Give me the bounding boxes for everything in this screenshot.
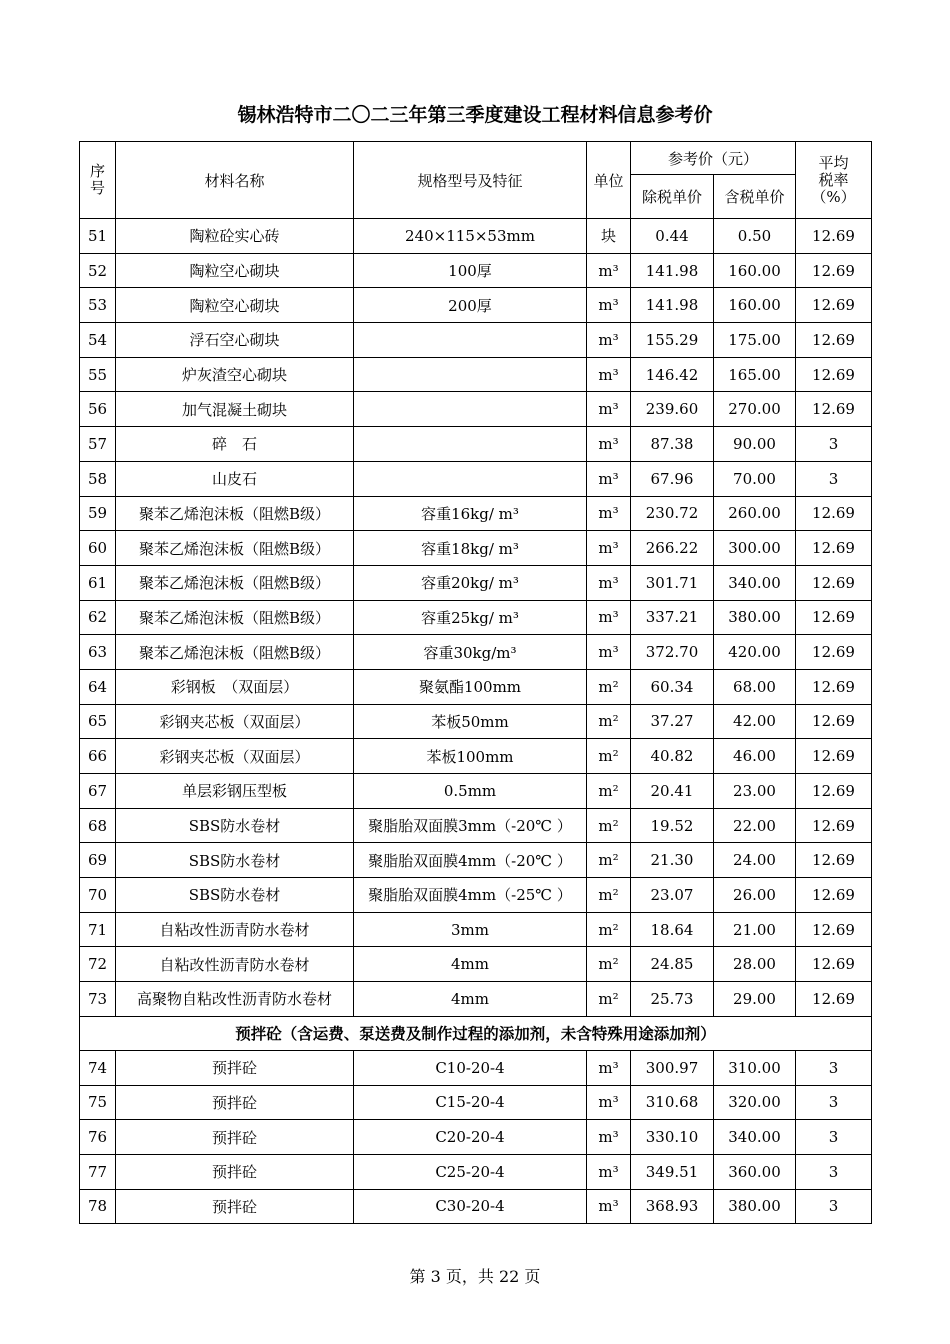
- cell-price-inc-tax: 160.00: [714, 253, 796, 288]
- cell-unit: m³: [587, 1154, 631, 1189]
- cell-unit: m²: [587, 774, 631, 809]
- cell-no: 66: [80, 739, 116, 774]
- table-row: [80, 982, 872, 1017]
- cell-no: 69: [80, 843, 116, 878]
- cell-no: 52: [80, 253, 116, 288]
- cell-material-name: 陶粒空心砌块: [116, 288, 354, 323]
- cell-material-name: 陶粒砼实心砖: [116, 219, 354, 254]
- cell-tax-rate: 3: [796, 461, 872, 496]
- cell-tax-rate: 12.69: [796, 253, 872, 288]
- cell-price-ex-tax: 37.27: [631, 704, 714, 739]
- cell-price-ex-tax: 330.10: [631, 1120, 714, 1155]
- table-row: [80, 461, 872, 496]
- cell-spec: 容重18kg/ m³: [354, 531, 587, 566]
- cell-price-inc-tax: 260.00: [714, 496, 796, 531]
- cell-no: 77: [80, 1154, 116, 1189]
- cell-tax-rate: 12.69: [796, 392, 872, 427]
- section-title: 预拌砼（含运费、泵送费及制作过程的添加剂，未含特殊用途添加剂）: [80, 1016, 872, 1050]
- cell-no: 61: [80, 565, 116, 600]
- cell-price-inc-tax: 0.50: [714, 219, 796, 254]
- cell-unit: m²: [587, 704, 631, 739]
- cell-price-ex-tax: 23.07: [631, 878, 714, 913]
- cell-material-name: 聚苯乙烯泡沫板（阻燃B级）: [116, 565, 354, 600]
- cell-price-ex-tax: 155.29: [631, 323, 714, 358]
- cell-price-ex-tax: 20.41: [631, 774, 714, 809]
- cell-price-inc-tax: 21.00: [714, 912, 796, 947]
- cell-spec: 聚脂胎双面膜4mm（-20℃ ）: [354, 843, 587, 878]
- cell-unit: m³: [587, 253, 631, 288]
- price-table: [79, 141, 872, 1224]
- cell-no: 63: [80, 635, 116, 670]
- cell-unit: m³: [587, 357, 631, 392]
- cell-unit: m²: [587, 912, 631, 947]
- cell-price-inc-tax: 300.00: [714, 531, 796, 566]
- cell-no: 68: [80, 808, 116, 843]
- cell-unit: m²: [587, 878, 631, 913]
- header-ref-price: 参考价（元）: [631, 142, 796, 175]
- cell-tax-rate: 3: [796, 427, 872, 462]
- cell-price-inc-tax: 22.00: [714, 808, 796, 843]
- cell-tax-rate: 12.69: [796, 982, 872, 1017]
- table-row: [80, 912, 872, 947]
- cell-price-inc-tax: 28.00: [714, 947, 796, 982]
- cell-no: 72: [80, 947, 116, 982]
- table-row: [80, 253, 872, 288]
- cell-spec: 4mm: [354, 947, 587, 982]
- cell-price-inc-tax: 42.00: [714, 704, 796, 739]
- cell-tax-rate: 3: [796, 1189, 872, 1224]
- cell-price-ex-tax: 18.64: [631, 912, 714, 947]
- table-row: [80, 947, 872, 982]
- cell-price-inc-tax: 160.00: [714, 288, 796, 323]
- cell-price-ex-tax: 67.96: [631, 461, 714, 496]
- cell-price-ex-tax: 141.98: [631, 288, 714, 323]
- cell-tax-rate: 12.69: [796, 808, 872, 843]
- cell-material-name: 聚苯乙烯泡沫板（阻燃B级）: [116, 496, 354, 531]
- cell-price-inc-tax: 68.00: [714, 669, 796, 704]
- cell-price-ex-tax: 24.85: [631, 947, 714, 982]
- table-row: [80, 1189, 872, 1224]
- cell-spec: 聚脂胎双面膜3mm（-20℃ ）: [354, 808, 587, 843]
- cell-tax-rate: 12.69: [796, 565, 872, 600]
- cell-unit: m³: [587, 600, 631, 635]
- cell-unit: m³: [587, 392, 631, 427]
- cell-material-name: 单层彩钢压型板: [116, 774, 354, 809]
- cell-spec: C10-20-4: [354, 1050, 587, 1085]
- cell-material-name: 自粘改性沥青防水卷材: [116, 912, 354, 947]
- table-row: [80, 1120, 872, 1155]
- table-row: [80, 288, 872, 323]
- header-name: 材料名称: [116, 142, 354, 219]
- cell-unit: m²: [587, 739, 631, 774]
- cell-price-inc-tax: 420.00: [714, 635, 796, 670]
- cell-spec: C25-20-4: [354, 1154, 587, 1189]
- cell-material-name: 预拌砼: [116, 1154, 354, 1189]
- cell-unit: m³: [587, 1085, 631, 1120]
- cell-spec: 0.5mm: [354, 774, 587, 809]
- cell-spec: 苯板50mm: [354, 704, 587, 739]
- cell-material-name: SBS防水卷材: [116, 808, 354, 843]
- cell-no: 70: [80, 878, 116, 913]
- cell-tax-rate: 12.69: [796, 323, 872, 358]
- cell-spec: [354, 427, 587, 462]
- cell-tax-rate: 12.69: [796, 843, 872, 878]
- cell-no: 71: [80, 912, 116, 947]
- section-block: [80, 1016, 872, 1050]
- cell-price-ex-tax: 60.34: [631, 669, 714, 704]
- cell-price-inc-tax: 46.00: [714, 739, 796, 774]
- cell-spec: 240×115×53mm: [354, 219, 587, 254]
- cell-price-inc-tax: 26.00: [714, 878, 796, 913]
- cell-tax-rate: 3: [796, 1050, 872, 1085]
- cell-material-name: 加气混凝土砌块: [116, 392, 354, 427]
- cell-unit: 块: [587, 219, 631, 254]
- cell-tax-rate: 12.69: [796, 878, 872, 913]
- cell-spec: 苯板100mm: [354, 739, 587, 774]
- cell-tax-rate: 12.69: [796, 774, 872, 809]
- cell-material-name: 预拌砼: [116, 1085, 354, 1120]
- page-title: 锡林浩特市二〇二三年第三季度建设工程材料信息参考价: [237, 104, 713, 126]
- cell-tax-rate: 12.69: [796, 739, 872, 774]
- cell-tax-rate: 3: [796, 1085, 872, 1120]
- table-row: [80, 843, 872, 878]
- cell-price-inc-tax: 90.00: [714, 427, 796, 462]
- table-row: [80, 565, 872, 600]
- cell-price-ex-tax: 19.52: [631, 808, 714, 843]
- cell-spec: 容重30kg/m³: [354, 635, 587, 670]
- table-row: [80, 1154, 872, 1189]
- cell-unit: m³: [587, 496, 631, 531]
- table-row: [80, 323, 872, 358]
- cell-price-ex-tax: 87.38: [631, 427, 714, 462]
- table-row: [80, 669, 872, 704]
- cell-material-name: 碎 石: [116, 427, 354, 462]
- cell-spec: 100厚: [354, 253, 587, 288]
- cell-price-inc-tax: 320.00: [714, 1085, 796, 1120]
- table-row: [80, 774, 872, 809]
- cell-unit: m²: [587, 669, 631, 704]
- cell-unit: m³: [587, 461, 631, 496]
- cell-tax-rate: 3: [796, 1154, 872, 1189]
- cell-tax-rate: 12.69: [796, 496, 872, 531]
- cell-unit: m³: [587, 323, 631, 358]
- cell-spec: [354, 323, 587, 358]
- cell-no: 55: [80, 357, 116, 392]
- cell-material-name: 预拌砼: [116, 1189, 354, 1224]
- cell-no: 60: [80, 531, 116, 566]
- cell-tax-rate: 12.69: [796, 704, 872, 739]
- cell-price-inc-tax: 340.00: [714, 1120, 796, 1155]
- cell-price-inc-tax: 70.00: [714, 461, 796, 496]
- cell-unit: m³: [587, 288, 631, 323]
- cell-no: 76: [80, 1120, 116, 1155]
- cell-price-inc-tax: 165.00: [714, 357, 796, 392]
- cell-material-name: 聚苯乙烯泡沫板（阻燃B级）: [116, 600, 354, 635]
- cell-unit: m³: [587, 1189, 631, 1224]
- cell-no: 67: [80, 774, 116, 809]
- cell-unit: m³: [587, 1050, 631, 1085]
- cell-no: 64: [80, 669, 116, 704]
- table-body-a: [80, 219, 872, 1017]
- table-row: [80, 878, 872, 913]
- cell-unit: m²: [587, 982, 631, 1017]
- cell-price-inc-tax: 380.00: [714, 600, 796, 635]
- cell-price-inc-tax: 380.00: [714, 1189, 796, 1224]
- cell-spec: 4mm: [354, 982, 587, 1017]
- cell-price-ex-tax: 300.97: [631, 1050, 714, 1085]
- cell-tax-rate: 12.69: [796, 357, 872, 392]
- cell-tax-rate: 12.69: [796, 669, 872, 704]
- cell-no: 51: [80, 219, 116, 254]
- cell-price-ex-tax: 25.73: [631, 982, 714, 1017]
- cell-spec: 容重16kg/ m³: [354, 496, 587, 531]
- cell-spec: C20-20-4: [354, 1120, 587, 1155]
- cell-spec: 200厚: [354, 288, 587, 323]
- page-footer: 第 3 页，共 22 页: [409, 1267, 541, 1286]
- cell-spec: 聚脂胎双面膜4mm（-25℃ ）: [354, 878, 587, 913]
- cell-material-name: SBS防水卷材: [116, 878, 354, 913]
- table-row: [80, 357, 872, 392]
- table-row: [80, 219, 872, 254]
- cell-tax-rate: 12.69: [796, 912, 872, 947]
- cell-tax-rate: 12.69: [796, 947, 872, 982]
- cell-price-ex-tax: 368.93: [631, 1189, 714, 1224]
- cell-material-name: 自粘改性沥青防水卷材: [116, 947, 354, 982]
- cell-unit: m³: [587, 635, 631, 670]
- cell-no: 78: [80, 1189, 116, 1224]
- table-row: [80, 427, 872, 462]
- cell-price-ex-tax: 146.42: [631, 357, 714, 392]
- header-tax: 平均 税率 （%）: [796, 142, 872, 219]
- cell-spec: [354, 357, 587, 392]
- cell-price-inc-tax: 23.00: [714, 774, 796, 809]
- cell-price-ex-tax: 372.70: [631, 635, 714, 670]
- cell-tax-rate: 12.69: [796, 635, 872, 670]
- cell-no: 73: [80, 982, 116, 1017]
- cell-tax-rate: 12.69: [796, 219, 872, 254]
- cell-price-ex-tax: 0.44: [631, 219, 714, 254]
- table-row: [80, 739, 872, 774]
- table-row: [80, 635, 872, 670]
- cell-material-name: 预拌砼: [116, 1120, 354, 1155]
- cell-material-name: 聚苯乙烯泡沫板（阻燃B级）: [116, 635, 354, 670]
- cell-tax-rate: 12.69: [796, 600, 872, 635]
- cell-material-name: 彩钢夹芯板（双面层）: [116, 739, 354, 774]
- cell-price-ex-tax: 230.72: [631, 496, 714, 531]
- cell-material-name: 彩钢板 （双面层）: [116, 669, 354, 704]
- table-row: [80, 531, 872, 566]
- cell-price-ex-tax: 239.60: [631, 392, 714, 427]
- cell-spec: 3mm: [354, 912, 587, 947]
- cell-price-inc-tax: 270.00: [714, 392, 796, 427]
- cell-material-name: 彩钢夹芯板（双面层）: [116, 704, 354, 739]
- header-spec: 规格型号及特征: [354, 142, 587, 219]
- cell-price-ex-tax: 266.22: [631, 531, 714, 566]
- cell-unit: m²: [587, 947, 631, 982]
- cell-no: 58: [80, 461, 116, 496]
- cell-no: 57: [80, 427, 116, 462]
- cell-spec: 容重20kg/ m³: [354, 565, 587, 600]
- cell-unit: m²: [587, 843, 631, 878]
- cell-price-inc-tax: 310.00: [714, 1050, 796, 1085]
- table-row: [80, 1085, 872, 1120]
- cell-material-name: 陶粒空心砌块: [116, 253, 354, 288]
- table-body-b: [80, 1050, 872, 1223]
- cell-tax-rate: 12.69: [796, 531, 872, 566]
- header-price-in: 含税单价: [714, 175, 796, 219]
- cell-spec: C30-20-4: [354, 1189, 587, 1224]
- cell-material-name: 炉灰渣空心砌块: [116, 357, 354, 392]
- cell-tax-rate: 3: [796, 1120, 872, 1155]
- cell-price-ex-tax: 40.82: [631, 739, 714, 774]
- cell-material-name: 高聚物自粘改性沥青防水卷材: [116, 982, 354, 1017]
- cell-no: 62: [80, 600, 116, 635]
- cell-price-ex-tax: 141.98: [631, 253, 714, 288]
- cell-price-ex-tax: 21.30: [631, 843, 714, 878]
- table-row: [80, 1050, 872, 1085]
- cell-spec: [354, 461, 587, 496]
- table-row: [80, 392, 872, 427]
- cell-material-name: 浮石空心砌块: [116, 323, 354, 358]
- cell-price-ex-tax: 310.68: [631, 1085, 714, 1120]
- cell-tax-rate: 12.69: [796, 288, 872, 323]
- cell-price-inc-tax: 24.00: [714, 843, 796, 878]
- cell-price-ex-tax: 301.71: [631, 565, 714, 600]
- table-row: [80, 704, 872, 739]
- cell-no: 56: [80, 392, 116, 427]
- cell-price-inc-tax: 340.00: [714, 565, 796, 600]
- table-header: [80, 142, 872, 219]
- cell-price-inc-tax: 360.00: [714, 1154, 796, 1189]
- cell-spec: [354, 392, 587, 427]
- cell-no: 54: [80, 323, 116, 358]
- cell-spec: 聚氨酯100mm: [354, 669, 587, 704]
- cell-unit: m³: [587, 1120, 631, 1155]
- cell-unit: m³: [587, 565, 631, 600]
- cell-no: 53: [80, 288, 116, 323]
- cell-price-ex-tax: 337.21: [631, 600, 714, 635]
- cell-price-inc-tax: 175.00: [714, 323, 796, 358]
- header-no: 序 号: [80, 142, 116, 219]
- table-row: [80, 496, 872, 531]
- header-unit: 单位: [587, 142, 631, 219]
- cell-material-name: 聚苯乙烯泡沫板（阻燃B级）: [116, 531, 354, 566]
- cell-material-name: SBS防水卷材: [116, 843, 354, 878]
- cell-no: 59: [80, 496, 116, 531]
- table-row: [80, 600, 872, 635]
- cell-spec: C15-20-4: [354, 1085, 587, 1120]
- cell-unit: m³: [587, 427, 631, 462]
- header-price-ex: 除税单价: [631, 175, 714, 219]
- cell-price-inc-tax: 29.00: [714, 982, 796, 1017]
- cell-material-name: 山皮石: [116, 461, 354, 496]
- cell-unit: m³: [587, 531, 631, 566]
- cell-price-ex-tax: 349.51: [631, 1154, 714, 1189]
- cell-no: 74: [80, 1050, 116, 1085]
- table-row: [80, 808, 872, 843]
- cell-no: 65: [80, 704, 116, 739]
- cell-no: 75: [80, 1085, 116, 1120]
- cell-unit: m²: [587, 808, 631, 843]
- cell-material-name: 预拌砼: [116, 1050, 354, 1085]
- cell-spec: 容重25kg/ m³: [354, 600, 587, 635]
